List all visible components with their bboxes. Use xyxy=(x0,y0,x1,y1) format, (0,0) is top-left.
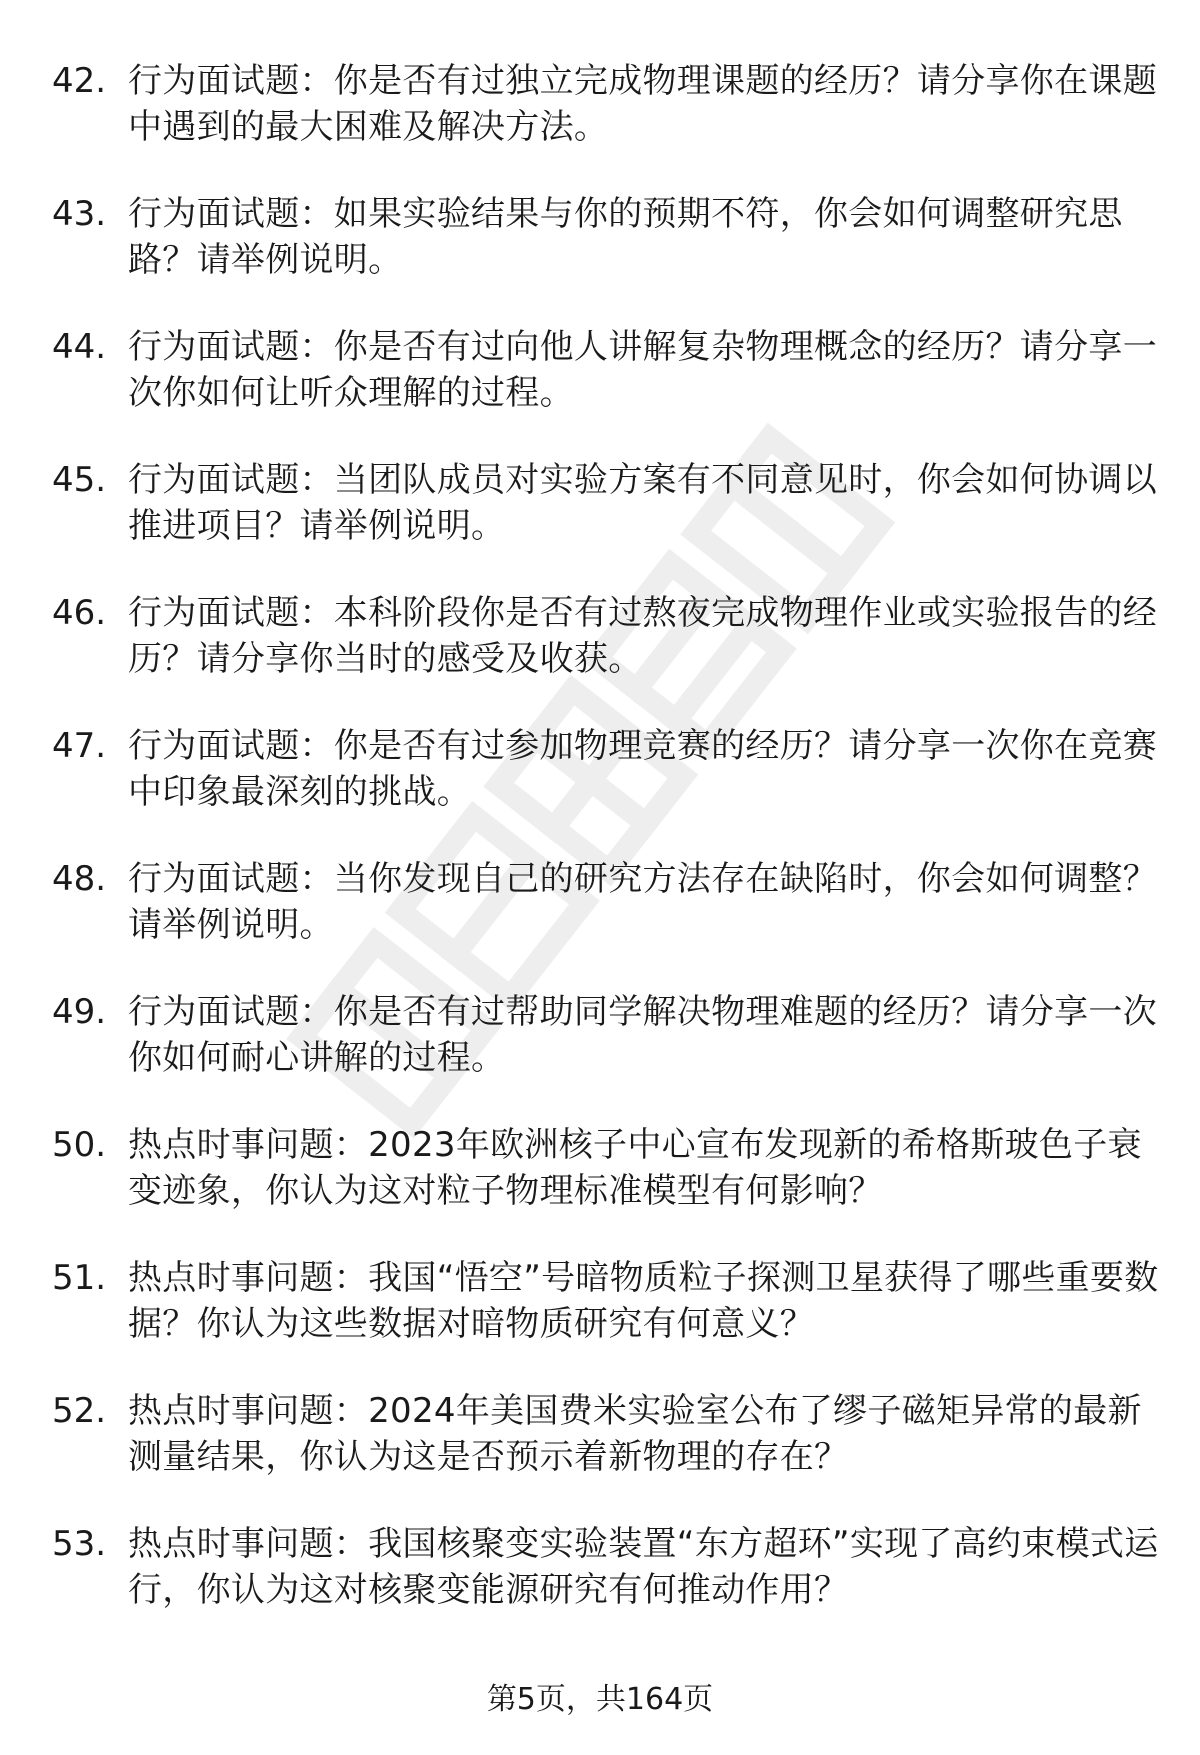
question-text: 行为面试题：本科阶段你是否有过熬夜完成物理作业或实验报告的经历？请分享你当时的感受及收获。 xyxy=(128,593,1157,679)
question-number: 42. xyxy=(52,61,107,101)
question-number: 47. xyxy=(52,726,107,766)
question-text: 热点时事问题：2024年美国费米实验室公布了缪子磁矩异常的最新测量结果，你认为这是否预示着新物理的存在？ xyxy=(128,1391,1142,1477)
question-text: 热点时事问题：2023年欧洲核子中心宣布发现新的希格斯玻色子衰变迹象，你认为这对粒子物理标准模型有何影响？ xyxy=(128,1125,1142,1211)
question-number: 45. xyxy=(52,460,107,500)
question-item xyxy=(52,1255,1162,1388)
question-item xyxy=(52,191,1162,324)
question-list xyxy=(52,58,1162,1654)
question-text: 行为面试题：你是否有过参加物理竞赛的经历？请分享一次你在竞赛中印象最深刻的挑战。 xyxy=(128,726,1157,812)
question-text: 热点时事问题：我国“悟空”号暗物质粒子探测卫星获得了哪些重要数据？你认为这些数据对暗物质研究有何意义？ xyxy=(128,1258,1159,1344)
question-item xyxy=(52,58,1162,191)
page-footer: 第5页，共164页 xyxy=(486,1682,714,1717)
question-text: 行为面试题：如果实验结果与你的预期不符，你会如何调整研究思路？请举例说明。 xyxy=(128,194,1123,280)
question-number: 50. xyxy=(52,1125,107,1165)
question-item xyxy=(52,989,1162,1122)
question-item xyxy=(52,1122,1162,1255)
question-number: 43. xyxy=(52,194,107,234)
question-number: 52. xyxy=(52,1391,107,1431)
question-number: 48. xyxy=(52,859,107,899)
question-item xyxy=(52,590,1162,723)
question-item xyxy=(52,457,1162,590)
question-text: 行为面试题：你是否有过帮助同学解决物理难题的经历？请分享一次你如何耐心讲解的过程。 xyxy=(128,992,1157,1078)
question-item xyxy=(52,324,1162,457)
question-item xyxy=(52,723,1162,856)
question-item xyxy=(52,1388,1162,1521)
question-number: 49. xyxy=(52,992,107,1032)
question-item xyxy=(52,856,1162,989)
question-number: 51. xyxy=(52,1258,107,1298)
question-text: 行为面试题：当团队成员对实验方案有不同意见时，你会如何协调以推进项目？请举例说明。 xyxy=(128,460,1157,546)
question-text: 热点时事问题：我国核聚变实验装置“东方超环”实现了高约束模式运行，你认为这对核聚变能源研究有何推动作用？ xyxy=(128,1524,1159,1610)
question-item xyxy=(52,1521,1162,1654)
question-number: 53. xyxy=(52,1524,107,1564)
question-text: 行为面试题：你是否有过向他人讲解复杂物理概念的经历？请分享一次你如何让听众理解的过程。 xyxy=(128,327,1157,413)
question-number: 46. xyxy=(52,593,107,633)
question-text: 行为面试题：你是否有过独立完成物理课题的经历？请分享你在课题中遇到的最大困难及解决方法。 xyxy=(128,61,1157,147)
question-number: 44. xyxy=(52,327,107,367)
question-text: 行为面试题：当你发现自己的研究方法存在缺陷时，你会如何调整？请举例说明。 xyxy=(128,859,1157,945)
